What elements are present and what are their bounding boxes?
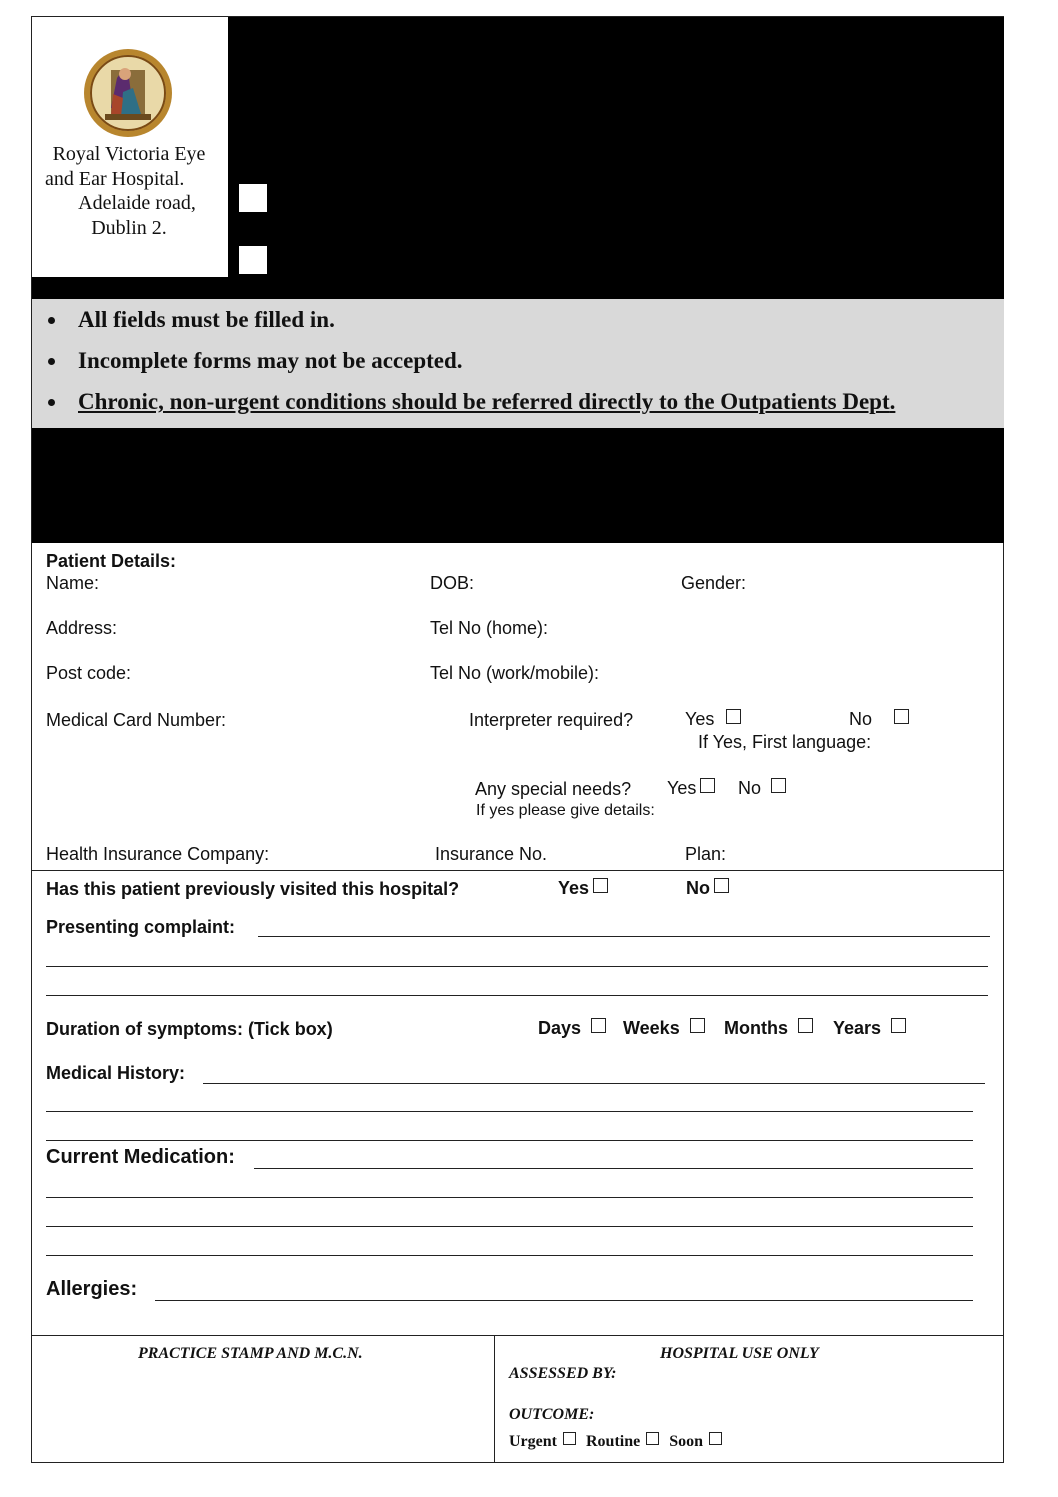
bullet-icon <box>48 317 55 324</box>
hospital-line-3: Adelaide road, <box>78 192 196 214</box>
footer-divider <box>32 1335 1004 1336</box>
medical-history-line-3[interactable] <box>46 1140 973 1141</box>
presenting-complaint-field[interactable] <box>258 936 990 937</box>
notice-band <box>32 299 1004 428</box>
redacted-header-strip <box>32 277 228 299</box>
medical-history-label: Medical History: <box>46 1063 186 1083</box>
interpreter-yes: Yes <box>685 709 741 730</box>
current-medication-line-2[interactable] <box>46 1197 973 1198</box>
special-needs-label: Any special needs? <box>475 779 632 799</box>
tel-work-label: Tel No (work/mobile): <box>430 663 600 683</box>
dob-label: DOB: <box>430 573 475 593</box>
insurance-no-label: Insurance No. <box>435 844 548 864</box>
visited-yes-checkbox[interactable] <box>593 878 608 893</box>
special-needs-no: No <box>738 778 786 799</box>
bullet-icon <box>48 399 55 406</box>
duration-label: Duration of symptoms: (Tick box) <box>46 1019 333 1039</box>
visited-no-checkbox[interactable] <box>714 878 729 893</box>
presenting-complaint-line-2[interactable] <box>46 966 988 967</box>
post-code-label: Post code: <box>46 663 132 683</box>
hospital-line-4: Dublin 2. <box>91 216 167 239</box>
header-checkbox-1[interactable] <box>239 184 267 212</box>
special-needs-no-checkbox[interactable] <box>771 778 786 793</box>
practice-stamp-label: PRACTICE STAMP AND M.C.N. <box>138 1345 363 1362</box>
current-medication-field[interactable] <box>254 1168 973 1169</box>
visited-yes: Yes <box>558 878 608 899</box>
hospital-address <box>36 142 222 240</box>
interpreter-label: Interpreter required? <box>469 710 634 730</box>
special-details-label: If yes please give details: <box>476 802 655 819</box>
notice-item: Chronic, non-urgent conditions should be referred directly to the Outpatients Dept. <box>78 389 895 415</box>
header-checkbox-2[interactable] <box>239 246 267 274</box>
first-language-label: If Yes, First language: <box>698 732 872 752</box>
assessed-by-label: ASSESSED BY: <box>509 1365 617 1382</box>
allergies-field[interactable] <box>155 1300 973 1301</box>
interpreter-no-checkbox[interactable] <box>894 709 909 724</box>
special-needs-yes-checkbox[interactable] <box>700 778 715 793</box>
name-label: Name: <box>46 573 100 593</box>
interpreter-yes-checkbox[interactable] <box>726 709 741 724</box>
current-medication-label: Current Medication: <box>46 1146 235 1168</box>
tel-home-label: Tel No (home): <box>430 618 549 638</box>
current-medication-line-4[interactable] <box>46 1255 973 1256</box>
weeks-checkbox[interactable] <box>690 1018 705 1033</box>
days-checkbox[interactable] <box>591 1018 606 1033</box>
plan-label: Plan: <box>685 844 727 864</box>
visited-question: Has this patient previously visited this hospital? <box>46 879 460 899</box>
current-medication-line-3[interactable] <box>46 1226 973 1227</box>
duration-weeks: Weeks <box>623 1018 705 1039</box>
footer-vertical-divider <box>494 1335 495 1463</box>
gender-label: Gender: <box>681 573 747 593</box>
hospital-line-1: Royal Victoria Eye <box>52 143 206 165</box>
patient-details-heading: Patient Details: <box>46 551 177 571</box>
medical-history-line-2[interactable] <box>46 1111 973 1112</box>
redacted-header-block <box>228 17 1004 299</box>
hospital-use-label: HOSPITAL USE ONLY <box>660 1345 819 1362</box>
routine-checkbox[interactable] <box>646 1432 659 1445</box>
months-checkbox[interactable] <box>798 1018 813 1033</box>
duration-months: Months <box>724 1018 813 1039</box>
redacted-section-block <box>32 428 1004 543</box>
urgent-checkbox[interactable] <box>563 1432 576 1445</box>
insurance-company-label: Health Insurance Company: <box>46 844 270 864</box>
visited-no: No <box>686 878 729 899</box>
interpreter-no: No <box>849 709 909 730</box>
special-needs-yes: Yes <box>667 778 715 799</box>
soon-checkbox[interactable] <box>709 1432 722 1445</box>
section-divider <box>32 870 1004 871</box>
outcome-label: OUTCOME: <box>509 1406 595 1423</box>
notice-item: Incomplete forms may not be accepted. <box>78 348 463 374</box>
presenting-complaint-line-3[interactable] <box>46 995 988 996</box>
notice-item: All fields must be filled in. <box>78 307 335 333</box>
years-checkbox[interactable] <box>891 1018 906 1033</box>
outcome-options: Urgent Routine Soon <box>509 1432 722 1451</box>
medical-history-field[interactable] <box>203 1083 985 1084</box>
presenting-complaint-label: Presenting complaint: <box>46 917 236 937</box>
duration-years: Years <box>833 1018 906 1039</box>
bullet-icon <box>48 358 55 365</box>
duration-days: Days <box>538 1018 606 1039</box>
address-label: Address: <box>46 618 118 638</box>
allergies-label: Allergies: <box>46 1278 138 1300</box>
hospital-seal-logo <box>83 48 173 138</box>
medical-card-label: Medical Card Number: <box>46 710 227 730</box>
hospital-line-2: and Ear Hospital. <box>45 167 185 190</box>
